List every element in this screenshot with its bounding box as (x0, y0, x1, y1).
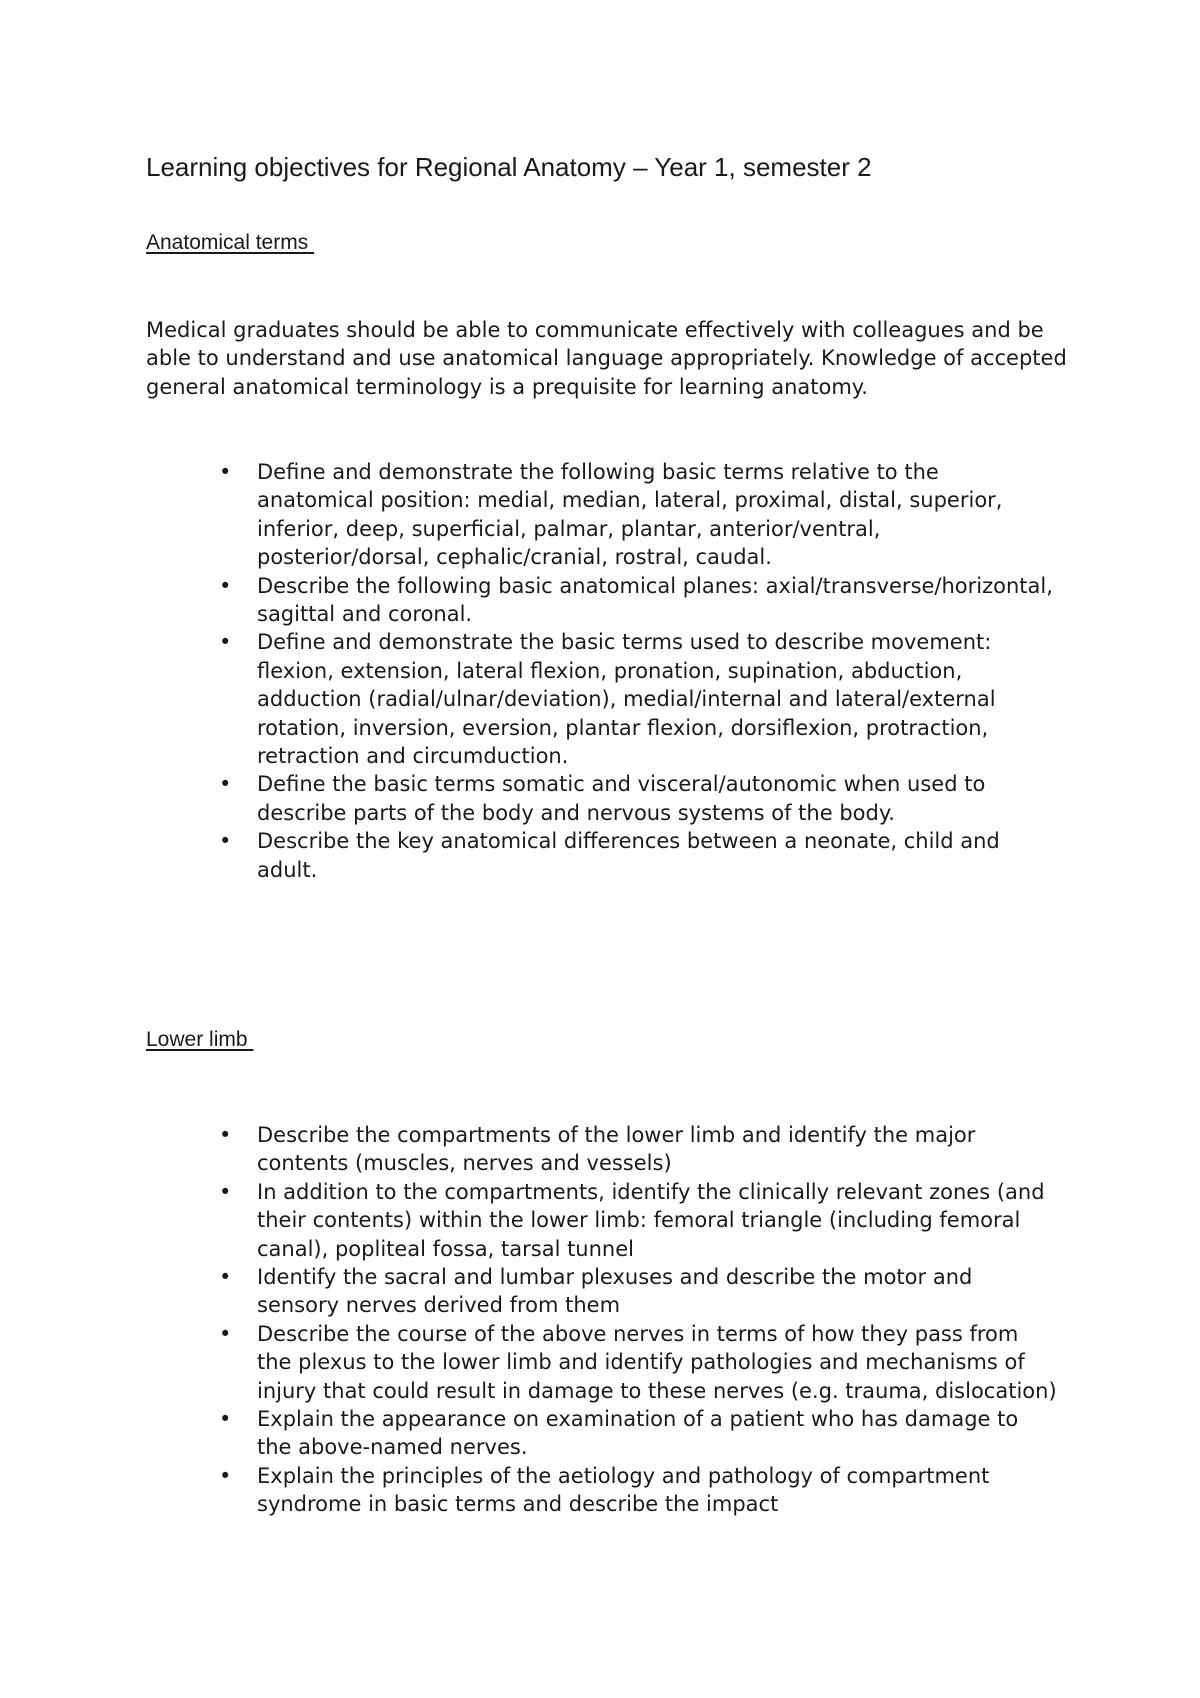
list-item (0, 1121, 1100, 1178)
bullet-icon: • (219, 1179, 232, 1204)
list-item (0, 1263, 1100, 1320)
list-item (0, 1320, 1100, 1405)
list-item (0, 827, 1100, 884)
section-heading-anatomical-terms: Anatomical terms (146, 231, 315, 254)
list-item (0, 458, 1100, 572)
list-item (0, 1462, 1100, 1519)
list-item-text: Identify the sacral and lumbar plexuses and describe the motor and sensory nerves derived from them (257, 1265, 973, 1318)
list-item (0, 1405, 1100, 1462)
section-intro-paragraph: Medical graduates should be able to communicate effectively with colleagues and be able to understand and use anatomical language appropriately. Knowledge of accepted general anatomical terminology is a prequisite for learning anatomy. (146, 318, 1067, 399)
list-item (0, 628, 1100, 770)
list-item-text: Explain the appearance on examination of a patient who has damage to the above-named nerves. (257, 1407, 1019, 1460)
list-item-text: Describe the following basic anatomical planes: axial/transverse/horizontal, sagittal and coronal. (257, 573, 1053, 627)
section-heading-lower-limb: Lower limb (146, 1028, 254, 1051)
list-item-text: Describe the key anatomical differences between a neonate, child and adult. (257, 829, 1000, 882)
bullet-icon: • (219, 1123, 232, 1147)
list-item-text: Describe the compartments of the lower limb and identify the major contents (muscles, nerves and vessels) (257, 1123, 976, 1176)
bullet-icon: • (219, 772, 232, 797)
bullet-icon: • (219, 829, 232, 854)
lower-limb-objectives-list (0, 1121, 1100, 1519)
bullet-icon: • (219, 1265, 232, 1290)
list-item (0, 1178, 1100, 1263)
bullet-icon: • (219, 1407, 232, 1432)
bullet-icon: • (219, 460, 232, 484)
list-item (0, 770, 1100, 827)
list-item-text: Define and demonstrate the basic terms used to describe movement: flexion, extension, lateral flexion, pronation, supination, abduction, adduction (radial/ulnar/deviation), medial/internal and lateral/external rotation, inversion, eversion, plantar flexion, dorsiflexion, protraction, retraction and circumduction. (257, 630, 996, 769)
bullet-icon: • (219, 630, 232, 655)
bullet-icon: • (219, 1463, 232, 1488)
list-item-text: Define the basic terms somatic and visceral/autonomic when used to describe parts of the body and nervous systems of the body. (257, 772, 986, 825)
anatomical-terms-objectives-list (0, 458, 1100, 884)
list-item-text: Explain the principles of the aetiology and pathology of compartment syndrome in basic terms and describe the impact (257, 1463, 990, 1517)
list-item-text: Describe the course of the above nerves in terms of how they pass from the plexus to the lower limb and identify pathologies and mechanisms of injury that could result in damage to these nerves (e.g. trauma, dislocation) (257, 1321, 1057, 1403)
list-item (0, 572, 1100, 629)
bullet-icon: • (219, 573, 232, 598)
document-title: Learning objectives for Regional Anatomy – Year 1, semester 2 (146, 152, 872, 182)
list-item-text: Define and demonstrate the following basic terms relative to the anatomical position: medial, median, lateral, proximal, distal, superior, inferior, deep, superficial, palmar, plantar, anterior/ventral, posterior/dorsal, cephalic/cranial, rostral, caudal. (257, 460, 1003, 570)
bullet-icon: • (219, 1321, 232, 1346)
list-item-text: In addition to the compartments, identify the clinically relevant zones (and their contents) within the lower limb: femoral triangle (including femoral canal), popliteal fossa, tarsal tunnel (257, 1179, 1045, 1261)
